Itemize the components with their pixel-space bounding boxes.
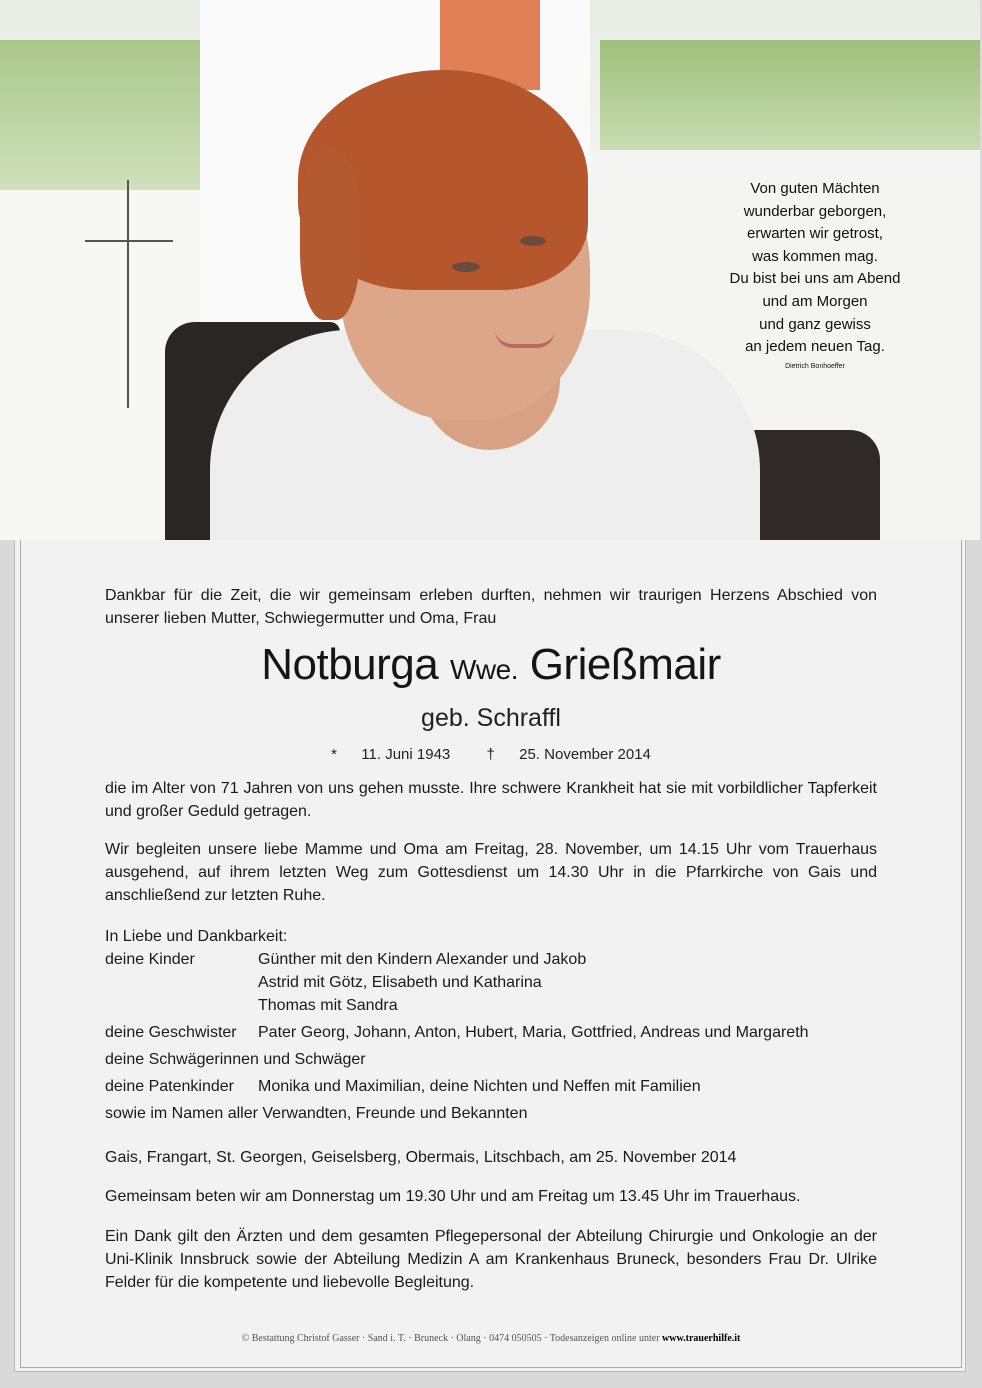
mourner-row-kinder — [105, 948, 877, 1017]
quote-line: an jedem neuen Tag. — [745, 338, 885, 356]
death-symbol: † — [486, 746, 495, 763]
quote-line: erwarten wir getrost, — [747, 225, 883, 243]
mourner-entry: Pater Georg, Johann, Anton, Hubert, Maria, Gottfried, Andreas und Margareth — [258, 1024, 809, 1041]
mourner-row-paten — [105, 1075, 877, 1098]
mourner-entry: Günther mit den Kindern Alexander und Jakob — [258, 951, 587, 968]
mourners-list — [105, 925, 877, 1125]
quote-line: Von guten Mächten — [750, 180, 880, 197]
last-name: Grießmair — [529, 640, 721, 689]
first-name: Notburga — [261, 640, 439, 689]
paragraph-illness: die im Alter von 71 Jahren von uns gehen musste. Ihre schwere Krankheit hat sie mit vorbildlicher Tapferkeit und großer Geduld getragen. — [105, 780, 877, 820]
deceased-name — [0, 640, 982, 690]
footer — [0, 1333, 982, 1344]
thanks-text: Ein Dank gilt den Ärzten und dem gesamten Pflegepersonal der Abteilung Chirurgie und Onkologie an der Uni-Klinik Innsbruck sowie der Abteilung Medizin A am Krankenhaus Bruneck, besonders Frau Dr. Ulrike Felder für die kompetente und liebevolle Begleitung. — [105, 1228, 877, 1291]
prayer-text: Gemeinsam beten wir am Donnerstag um 19.30 Uhr und am Freitag um 13.45 Uhr im Trauerhaus. — [105, 1188, 801, 1205]
footer-link[interactable]: www.trauerhilfe.it — [662, 1333, 741, 1344]
footer-text: © Bestattung Christof Gasser · Sand i. T. · Bruneck · Olang · 0474 050505 · Todesanzeigen online unter — [241, 1333, 660, 1344]
paragraph-funeral: Wir begleiten unsere liebe Mamme und Oma am Freitag, 28. November, um 14.15 Uhr vom Trauerhaus ausgehend, auf ihrem letzten Weg zum Gottesdienst um 14.30 Uhr in die Pfarrkirche von Gais und anschließend zur letzten Ruhe. — [105, 841, 877, 904]
cross-icon — [127, 180, 129, 408]
quote-line: und ganz gewiss — [759, 315, 871, 333]
mourners-heading: In Liebe und Dankbarkeit: — [105, 928, 288, 945]
birth-symbol: * — [331, 746, 337, 763]
quote-block — [700, 178, 930, 373]
intro-text: Dankbar für die Zeit, die wir gemeinsam erleben durften, nehmen wir traurigen Herzens Abschied von unserer lieben Mutter, Schwiegermutter und Oma, Frau — [105, 587, 877, 627]
maiden-name: geb. Schraffl — [421, 704, 561, 732]
mourner-entry: Astrid mit Götz, Elisabeth und Katharina — [258, 974, 542, 991]
birth-date: 11. Juni 1943 — [361, 746, 451, 763]
mourner-label: deine Kinder — [105, 951, 195, 968]
quote-line: und am Morgen — [762, 292, 868, 310]
quote-line: Du bist bei uns am Abend — [729, 270, 901, 288]
mourner-label: deine Patenkinder — [105, 1078, 234, 1095]
quote-author: Dietrich Bonhoeffer — [785, 362, 845, 370]
death-date: 25. November 2014 — [519, 746, 651, 763]
quote-line: wunderbar geborgen, — [743, 202, 887, 220]
mourner-entry: Thomas mit Sandra — [258, 997, 398, 1014]
mourner-row-schwaeger: deine Schwägerinnen und Schwäger — [105, 1051, 366, 1068]
mourner-row-geschwister — [105, 1021, 877, 1044]
place-date: Gais, Frangart, St. Georgen, Geiselsberg, Obermais, Litschbach, am 25. November 2014 — [105, 1149, 737, 1166]
cross-icon-bar — [85, 240, 173, 242]
quote-line: was kommen mag. — [752, 247, 878, 265]
mourner-row-all: sowie im Namen aller Verwandten, Freunde und Bekannten — [105, 1105, 528, 1122]
life-dates — [0, 746, 982, 763]
mourner-entry: Monika und Maximilian, deine Nichten und Neffen mit Familien — [258, 1078, 701, 1095]
mourner-label: deine Geschwister — [105, 1024, 237, 1041]
widow-title: Wwe. — [449, 654, 518, 685]
